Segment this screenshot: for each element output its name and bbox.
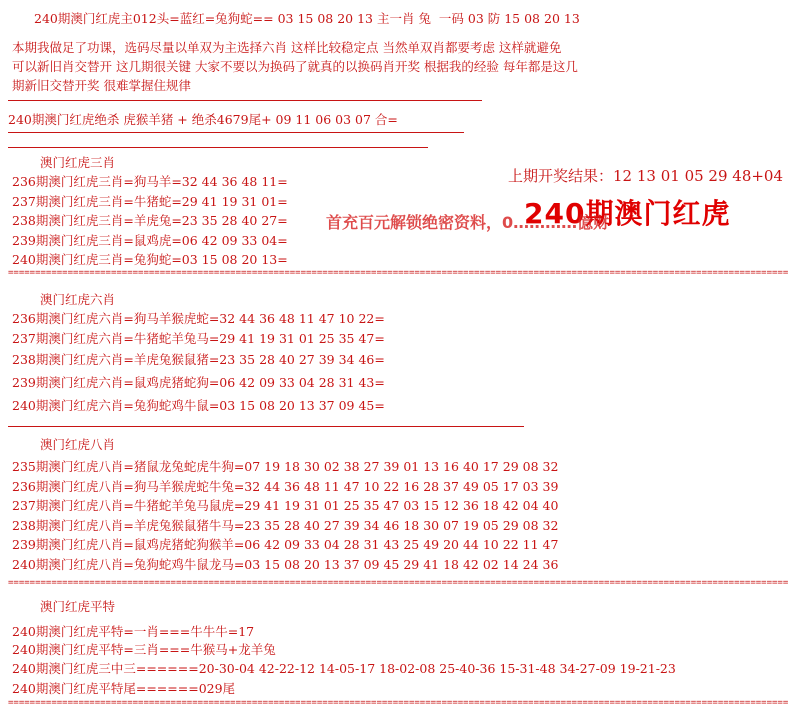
list-item: 239期澳门红虎八肖=鼠鸡虎猪蛇狗猴羊=06 42 09 33 04 28 31 43 25 49 20 44 10 22 11 47: [12, 537, 559, 552]
list-item: 240期澳门红虎八肖=兔狗蛇鸡牛鼠龙马=03 15 08 20 13 37 09 45 29 41 18 42 02 14 24 36: [12, 557, 559, 572]
list-item: 236期澳门红虎六肖=狗马羊猴虎蛇=32 44 36 48 11 47 10 22=: [12, 311, 385, 326]
double-divider: ================================================================================================================================================: [8, 268, 789, 278]
section-title-six: 澳门红虎六肖: [40, 292, 116, 307]
list-item: 239期澳门红虎三肖=鼠鸡虎=06 42 09 33 04=: [12, 233, 288, 248]
list-item: 237期澳门红虎八肖=牛猪蛇羊兔马鼠虎=29 41 19 31 01 25 35 47 03 15 12 36 18 42 04 40: [12, 498, 559, 513]
list-item: 235期澳门红虎八肖=猪鼠龙兔蛇虎牛狗=07 19 18 30 02 38 27 39 01 13 16 40 17 29 08 32: [12, 459, 559, 474]
list-item: 237期澳门红虎六肖=牛猪蛇羊兔马=29 41 19 31 01 25 35 47=: [12, 331, 385, 346]
list-item: 238期澳门红虎八肖=羊虎兔猴鼠猪牛马=23 35 28 40 27 39 34 46 18 30 07 19 05 29 08 32: [12, 518, 559, 533]
divider: [8, 147, 428, 148]
list-item: 240期澳门红虎平特=三肖===牛猴马+龙羊兔: [12, 642, 276, 657]
section-title-three: 澳门红虎三肖: [40, 155, 116, 170]
big-title: 240期澳门红虎: [524, 197, 731, 230]
promo-banner[interactable]: 首充百元解锁绝密资料，0…………億财: [326, 213, 610, 232]
section-title-eight: 澳门红虎八肖: [40, 437, 116, 452]
list-item: 240期澳门红虎三中三======20-30-04 42-22-12 14-05-17 18-02-08 25-40-36 15-31-48 34-27-09 19-21-23: [12, 661, 676, 676]
list-item: 240期澳门红虎平特尾======029尾: [12, 681, 236, 696]
list-item: 236期澳门红虎八肖=狗马羊猴虎蛇牛兔=32 44 36 48 11 47 10 22 16 28 37 49 05 17 03 39: [12, 479, 559, 494]
list-item: 238期澳门红虎六肖=羊虎兔猴鼠猪=23 35 28 40 27 39 34 46=: [12, 352, 385, 367]
double-divider: ================================================================================================================================================: [8, 698, 789, 708]
intro-line-1: 本期我做足了功课，选码尽量以单双为主选择六肖 这样比较稳定点 当然单双肖都要考虑 这样就避免: [12, 40, 562, 55]
list-item: 240期澳门红虎六肖=兔狗蛇鸡牛鼠=03 15 08 20 13 37 09 45=: [12, 398, 385, 413]
section-title-pingte: 澳门红虎平特: [40, 599, 116, 614]
list-item: 240期澳门红虎平特=一肖===牛牛牛=17: [12, 624, 255, 639]
kill-line: 240期澳门红虎绝杀 虎猴羊猪 + 绝杀4679尾+ 09 11 06 03 07 合=: [8, 112, 398, 127]
list-item: 240期澳门红虎三肖=兔狗蛇=03 15 08 20 13=: [12, 252, 288, 267]
intro-line-2: 可以新旧肖交替开 这几期很关键 大家不要以为换码了就真的以换码肖开奖 根据我的经验 每年都是这几: [12, 59, 578, 74]
divider: [8, 132, 464, 133]
main-prediction-line: 240期澳门红虎主012头=蓝红=兔狗蛇== 03 15 08 20 13 主一肖 兔 一码 03 防 15 08 20 13: [34, 11, 580, 26]
list-item: 236期澳门红虎三肖=狗马羊=32 44 36 48 11=: [12, 174, 288, 189]
list-item: 237期澳门红虎三肖=牛猪蛇=29 41 19 31 01=: [12, 194, 288, 209]
list-item: 238期澳门红虎三肖=羊虎兔=23 35 28 40 27=: [12, 213, 288, 228]
double-divider: ================================================================================================================================================: [8, 578, 789, 588]
intro-line-3: 期新旧交替开奖 很难掌握住规律: [12, 78, 191, 93]
divider: [8, 100, 482, 101]
last-draw-result: 上期开奖结果：12 13 01 05 29 48+04: [508, 167, 784, 185]
list-item: 239期澳门红虎六肖=鼠鸡虎猪蛇狗=06 42 09 33 04 28 31 43=: [12, 375, 385, 390]
divider: [8, 426, 524, 427]
